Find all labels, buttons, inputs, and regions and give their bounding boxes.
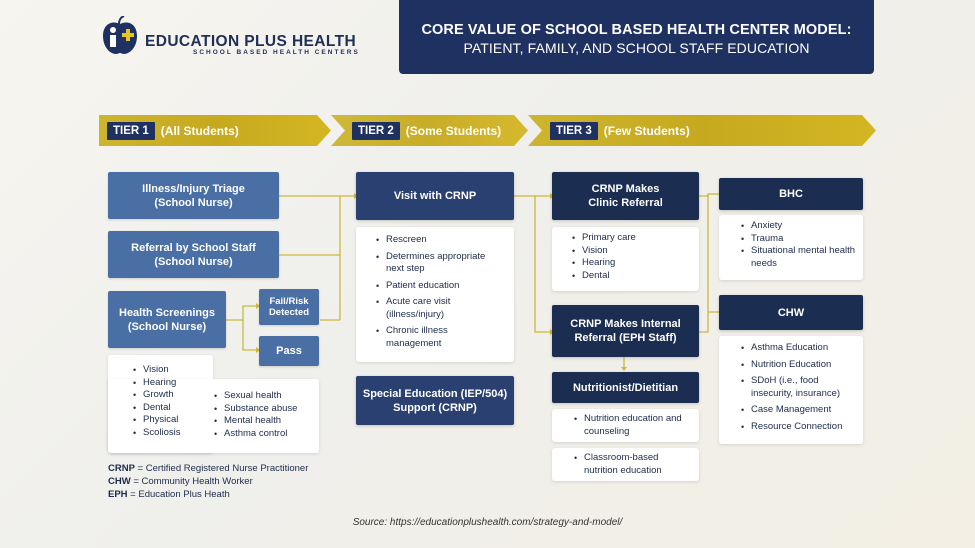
list-item: • Hearing <box>572 257 636 270</box>
title-banner <box>399 0 874 74</box>
nutrition-list-2 <box>574 452 692 477</box>
list-item: • Dental <box>133 402 181 415</box>
list-item: • Trauma <box>741 233 859 246</box>
clinic-referral-box: CRNP Makes Clinic Referral <box>552 172 699 220</box>
legend-abbr: CHW <box>108 476 131 487</box>
list-item: • Acute care visit (illness/injury) <box>376 296 504 321</box>
pass-box: Pass <box>259 336 319 366</box>
internal-referral-box: CRNP Makes Internal Referral (EPH Staff) <box>552 305 699 357</box>
staff-referral-box: Referral by School Staff (School Nurse) <box>108 231 279 278</box>
visit-list <box>376 234 504 354</box>
list-item: • Determines appropriate next step <box>376 251 504 276</box>
list-item: • Asthma control <box>214 428 297 441</box>
list-item: • Chronic illness management <box>376 325 504 350</box>
tier-2-desc: (Some Students) <box>405 124 502 138</box>
tier-3-tag: TIER 3 <box>550 122 598 140</box>
nutritionist-box: Nutritionist/Dietitian <box>552 372 699 403</box>
list-item: • Anxiety <box>741 220 859 233</box>
tier-1-tag: TIER 1 <box>107 122 155 140</box>
apple-cross-logo-icon <box>100 16 140 56</box>
screening-list-b <box>214 390 297 440</box>
source-caption: Source: https://educationplushealth.com/strategy-and-model/ <box>352 517 623 528</box>
tier-3-desc: (Few Students) <box>603 124 690 138</box>
list-item: • Sexual health <box>214 390 297 403</box>
special-education-box: Special Education (IEP/504) Support (CRNP) <box>356 376 514 425</box>
screening-list-a <box>133 364 181 439</box>
nutrition-card-1 <box>552 409 699 442</box>
tier-1-desc: (All Students) <box>160 124 239 138</box>
list-item: • Vision <box>133 364 181 377</box>
bhc-box: BHC <box>719 178 863 210</box>
nutrition-card-2 <box>552 448 699 481</box>
legend-abbr: EPH <box>108 489 128 500</box>
list-item: • Scoliosis <box>133 427 181 440</box>
legend-def: = Education Plus Heath <box>127 489 230 500</box>
logo-name: EDUCATION PLUS HEALTH <box>145 33 357 50</box>
legend-chw <box>108 476 253 487</box>
legend-eph <box>108 489 230 500</box>
triage-box: Illness/Injury Triage (School Nurse) <box>108 172 279 219</box>
list-item: • Case Management <box>741 404 859 417</box>
list-item: • Asthma Education <box>741 342 859 355</box>
bhc-list-card <box>719 215 863 280</box>
tier-1-label <box>107 121 239 141</box>
logo-subtitle: SCHOOL BASED HEALTH CENTERS <box>193 49 360 56</box>
list-item: • Substance abuse <box>214 403 297 416</box>
list-item: • Mental health <box>214 415 297 428</box>
list-item: • Rescreen <box>376 234 504 247</box>
visit-crnp-box: Visit with CRNP <box>356 172 514 220</box>
list-item: • Patient education <box>376 280 504 293</box>
tier-2-label <box>352 121 501 141</box>
list-item: • Growth <box>133 389 181 402</box>
chw-list <box>741 342 859 437</box>
list-item: • Physical <box>133 414 181 427</box>
legend-abbr: CRNP <box>108 463 135 474</box>
legend-crnp <box>108 463 308 474</box>
nutrition-list-1 <box>574 413 692 438</box>
list-item: • Resource Connection <box>741 421 859 434</box>
fail-risk-box: Fail/Risk Detected <box>259 289 319 325</box>
tier-3-label <box>550 121 690 141</box>
legend-def: = Certified Registered Nurse Practitioner <box>134 463 309 474</box>
clinic-list <box>572 232 636 282</box>
banner-line-2: PATIENT, FAMILY, AND SCHOOL STAFF EDUCATION <box>463 40 810 56</box>
health-screenings-box: Health Screenings (School Nurse) <box>108 291 226 348</box>
legend-def: = Community Health Worker <box>130 476 253 487</box>
list-item: • Classroom-based nutrition education <box>574 452 692 477</box>
chw-list-card <box>719 336 863 444</box>
bhc-list <box>741 220 859 270</box>
banner-line-1: CORE VALUE OF SCHOOL BASED HEALTH CENTER MODEL: <box>421 22 852 38</box>
list-item: • SDoH (i.e., food insecurity, insurance) <box>741 375 859 400</box>
list-item: • Dental <box>572 270 636 283</box>
tier-2-tag: TIER 2 <box>352 122 400 140</box>
list-item: • Nutrition Education <box>741 359 859 372</box>
chw-box: CHW <box>719 295 863 330</box>
visit-list-card <box>356 227 514 362</box>
list-item: • Primary care <box>572 232 636 245</box>
list-item: • Nutrition education and counseling <box>574 413 692 438</box>
list-item: • Situational mental health needs <box>741 245 859 270</box>
list-item: • Hearing <box>133 377 181 390</box>
clinic-list-card <box>552 227 699 291</box>
list-item: • Vision <box>572 245 636 258</box>
